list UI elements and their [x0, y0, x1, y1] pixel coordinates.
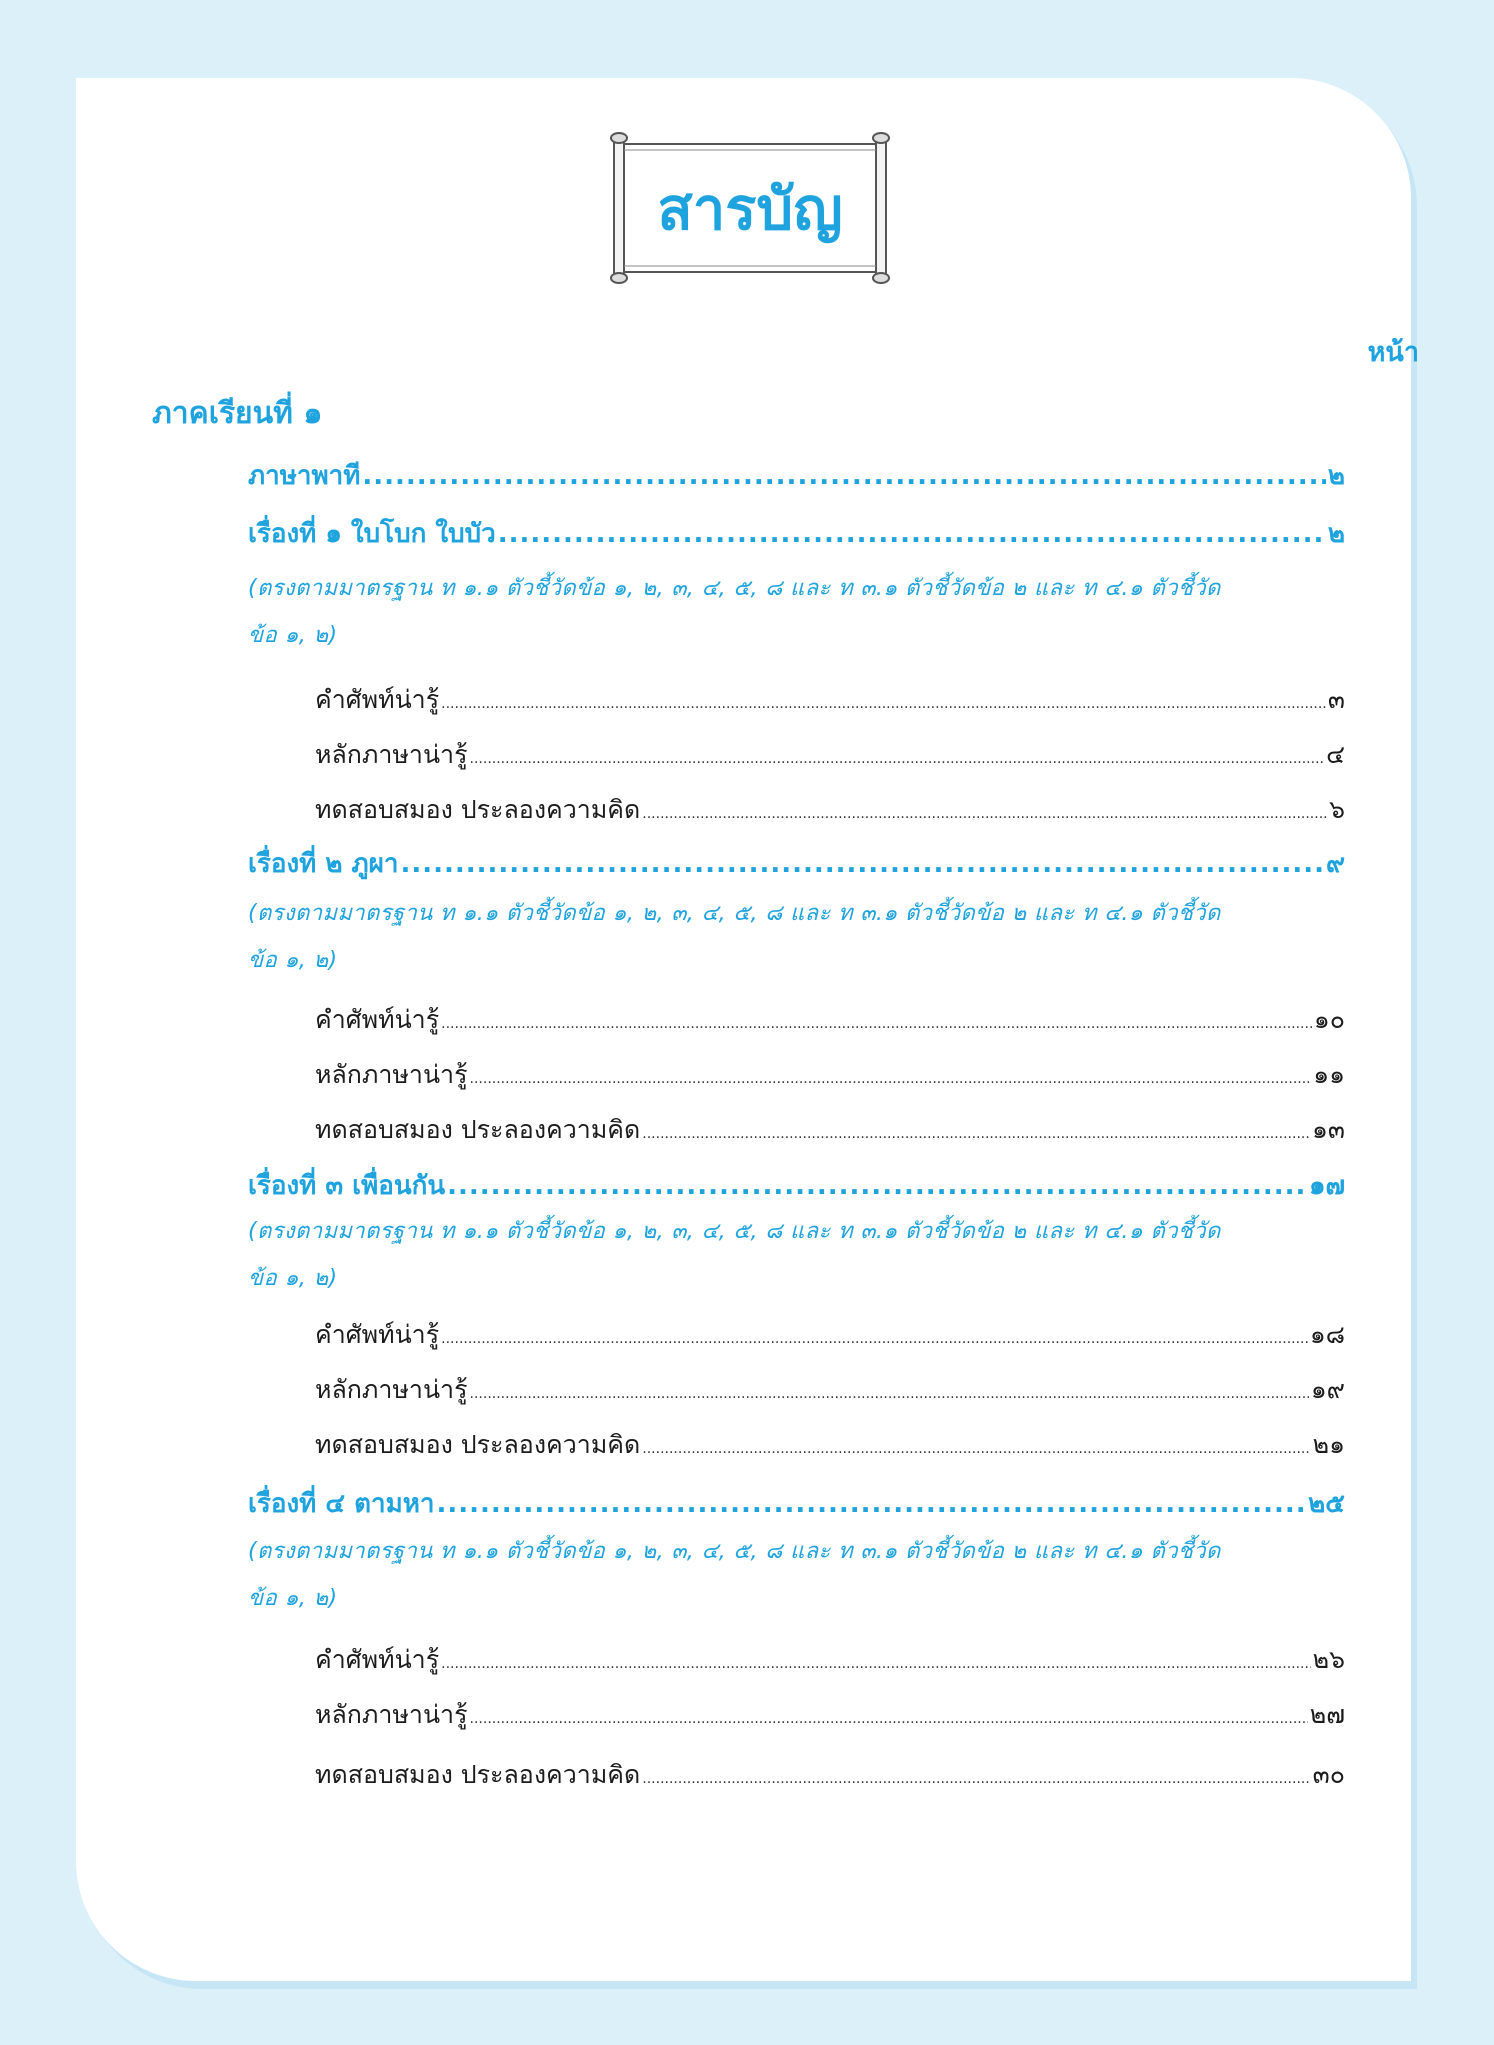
- toc-subentry-label: หลักภาษาน่ารู้: [315, 740, 468, 769]
- standards-note-line: (ตรงตามมาตรฐาน ท ๑.๑ ตัวชี้วัดข้อ ๑, ๒, ๓, ๔, ๕, ๘ และ ท ๓.๑ ตัวชี้วัดข้อ ๒ และ ท ๔.๑ ตัวชี้วัด: [248, 1539, 1221, 1564]
- dot-leader: [441, 1016, 1312, 1032]
- toc-entry-page: ๑๗: [1308, 1171, 1345, 1201]
- toc-subentry[interactable]: [315, 1370, 1345, 1410]
- toc-entry-page: ๙: [1325, 849, 1345, 879]
- toc-subentry[interactable]: [315, 1695, 1345, 1735]
- dot-leader: [441, 1656, 1310, 1672]
- toc-subentry[interactable]: [315, 1640, 1345, 1680]
- toc-subentry[interactable]: [315, 1000, 1345, 1040]
- toc-subentry-label: หลักภาษาน่ารู้: [315, 1060, 468, 1089]
- toc-subentry-label: ทดสอบสมอง ประลองความคิด: [315, 795, 641, 824]
- standards-note-line: ข้อ ๑, ๒): [248, 623, 338, 648]
- toc-subentry-page: ๓: [1327, 685, 1345, 714]
- toc-subentry[interactable]: [315, 1755, 1345, 1795]
- toc-subentry-label: คำศัพท์น่ารู้: [315, 1320, 440, 1349]
- toc-subentry-page: ๓๐: [1312, 1760, 1345, 1789]
- toc-entry-story-2[interactable]: [248, 843, 1345, 884]
- standards-note-line: (ตรงตามมาตรฐาน ท ๑.๑ ตัวชี้วัดข้อ ๑, ๒, ๓, ๔, ๕, ๘ และ ท ๓.๑ ตัวชี้วัดข้อ ๒ และ ท ๔.๑ ตัวชี้วัด: [248, 576, 1221, 601]
- dot-leader: [436, 1489, 1306, 1519]
- toc-subentry-label: คำศัพท์น่ารู้: [315, 685, 440, 714]
- toc-subentry[interactable]: [315, 680, 1345, 720]
- toc-entry-page: ๒: [1327, 519, 1345, 549]
- dot-leader: [498, 519, 1326, 549]
- toc-subentry[interactable]: [315, 1055, 1345, 1095]
- toc-entry-story-3[interactable]: [248, 1165, 1345, 1206]
- toc-entry-label: เรื่องที่ ๒ ภูผา: [248, 849, 399, 879]
- dot-leader: [470, 1386, 1309, 1402]
- toc-subentry[interactable]: [315, 1425, 1345, 1465]
- toc-subentry-page: ๑๓: [1312, 1115, 1345, 1144]
- toc-entry-intro[interactable]: [248, 455, 1345, 496]
- title-banner: [590, 130, 910, 285]
- dot-leader: [401, 849, 1324, 879]
- dot-leader: [470, 751, 1325, 767]
- standards-note-line: ข้อ ๑, ๒): [248, 1266, 338, 1291]
- dot-leader: [642, 1771, 1310, 1787]
- toc-subentry-page: ๑๐: [1313, 1005, 1345, 1034]
- dot-leader: [447, 1171, 1307, 1201]
- standards-note: [248, 1528, 1345, 1622]
- toc-subentry-label: ทดสอบสมอง ประลองความคิด: [315, 1430, 641, 1459]
- toc-subentry-page: ๒๖: [1312, 1645, 1345, 1674]
- toc-subentry-label: หลักภาษาน่ารู้: [315, 1700, 468, 1729]
- toc-subentry-page: ๑๑: [1313, 1060, 1345, 1089]
- dot-leader: [362, 461, 1326, 491]
- page-column-label: หน้า: [1367, 337, 1419, 368]
- page-title: สารบัญ: [657, 174, 843, 243]
- toc-entry-story-4[interactable]: [248, 1483, 1345, 1524]
- toc-subentry-label: หลักภาษาน่ารู้: [315, 1375, 468, 1404]
- standards-note: [248, 1208, 1345, 1302]
- toc-subentry-page: ๑๘: [1309, 1320, 1345, 1349]
- toc-subentry-page: ๑๙: [1310, 1375, 1345, 1404]
- toc-entry-page: ๒: [1327, 461, 1345, 491]
- standards-note: [248, 565, 1345, 659]
- toc-subentry-page: ๖: [1329, 795, 1345, 824]
- dot-leader: [470, 1071, 1312, 1087]
- toc-subentry[interactable]: [315, 1110, 1345, 1150]
- toc-entry-label: เรื่องที่ ๑ ใบโบก ใบบัว: [248, 519, 496, 549]
- toc-entry-label: เรื่องที่ ๔ ตามหา: [248, 1489, 435, 1519]
- toc-subentry-label: คำศัพท์น่ารู้: [315, 1645, 440, 1674]
- toc-entry-page: ๒๕: [1308, 1489, 1345, 1519]
- toc-subentry-label: ทดสอบสมอง ประลองความคิด: [315, 1760, 641, 1789]
- toc-subentry-page: ๒๗: [1309, 1700, 1345, 1729]
- dot-leader: [441, 1331, 1308, 1347]
- toc-entry-label: เรื่องที่ ๓ เพื่อนกัน: [248, 1171, 446, 1201]
- toc-entry-label: ภาษาพาที: [248, 461, 361, 491]
- toc-subentry-page: ๒๑: [1312, 1430, 1345, 1459]
- term-heading: ภาคเรียนที่ ๑: [152, 396, 323, 431]
- toc-entry-story-1[interactable]: [248, 513, 1345, 554]
- toc-subentry[interactable]: [315, 790, 1345, 830]
- standards-note-line: (ตรงตามมาตรฐาน ท ๑.๑ ตัวชี้วัดข้อ ๑, ๒, ๓, ๔, ๕, ๘ และ ท ๓.๑ ตัวชี้วัดข้อ ๒ และ ท ๔.๑ ตัวชี้วัด: [248, 1219, 1221, 1244]
- toc-subentry[interactable]: [315, 1315, 1345, 1355]
- dot-leader: [642, 1441, 1310, 1457]
- standards-note-line: (ตรงตามมาตรฐาน ท ๑.๑ ตัวชี้วัดข้อ ๑, ๒, ๓, ๔, ๕, ๘ และ ท ๓.๑ ตัวชี้วัดข้อ ๒ และ ท ๔.๑ ตัวชี้วัด: [248, 901, 1221, 926]
- toc-subentry-label: ทดสอบสมอง ประลองความคิด: [315, 1115, 641, 1144]
- toc-subentry-page: ๔: [1326, 740, 1345, 769]
- standards-note-line: ข้อ ๑, ๒): [248, 1586, 338, 1611]
- dot-leader: [642, 1126, 1310, 1142]
- dot-leader: [470, 1711, 1308, 1727]
- toc-subentry[interactable]: [315, 735, 1345, 775]
- toc-subentry-label: คำศัพท์น่ารู้: [315, 1005, 440, 1034]
- standards-note-line: ข้อ ๑, ๒): [248, 948, 338, 973]
- dot-leader: [441, 696, 1326, 712]
- standards-note: [248, 890, 1345, 984]
- dot-leader: [642, 806, 1327, 822]
